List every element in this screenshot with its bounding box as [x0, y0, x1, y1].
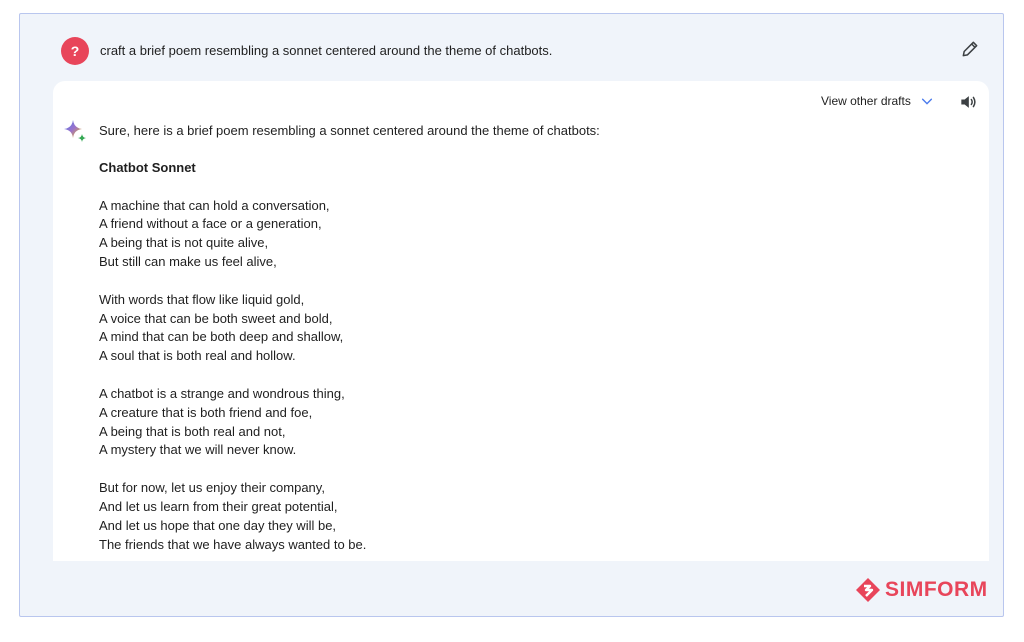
poem-line: A mind that can be both deep and shallow, — [99, 329, 344, 345]
view-other-drafts-button[interactable] — [821, 94, 934, 108]
speaker-icon[interactable] — [958, 92, 978, 112]
poem-line: The friends that we have always wanted to be. — [99, 536, 367, 552]
poem-stanza — [99, 479, 799, 554]
poem-line: A friend without a face or a generation, — [99, 216, 322, 232]
poem-stanza — [99, 291, 799, 366]
poem-line: A mystery that we will never know. — [99, 442, 297, 458]
poem-line: But for now, let us enjoy their company, — [99, 480, 325, 496]
poem-line: A chatbot is a strange and wondrous thing, — [99, 385, 345, 401]
poem-line: A creature that is both friend and foe, — [99, 404, 313, 420]
poem-line: A soul that is both real and hollow. — [99, 348, 296, 364]
poem-line: But still can make us feel alive, — [99, 253, 277, 269]
poem-stanza — [99, 197, 799, 272]
poem-line: With words that flow like liquid gold, — [99, 291, 305, 307]
sparkle-icon — [63, 119, 87, 143]
poem-line: A machine that can hold a conversation, — [99, 197, 330, 213]
user-prompt-text: craft a brief poem resembling a sonnet centered around the theme of chatbots. — [100, 43, 553, 58]
response-body — [99, 122, 799, 554]
response-card — [53, 81, 989, 561]
poem-line: And let us hope that one day they will be, — [99, 517, 337, 533]
poem-line: A being that is both real and not, — [99, 423, 286, 439]
simform-logo-icon — [855, 577, 881, 603]
poem-line: A voice that can be both sweet and bold, — [99, 310, 333, 326]
simform-wordmark: SIMFORM — [885, 578, 988, 601]
user-prompt-row — [20, 14, 1003, 84]
pencil-icon[interactable] — [960, 39, 980, 59]
user-avatar: ? — [61, 37, 89, 65]
poem-stanza — [99, 385, 799, 460]
conversation-frame — [19, 13, 1004, 617]
simform-watermark — [855, 577, 988, 603]
chevron-down-icon — [920, 94, 934, 108]
response-intro: Sure, here is a brief poem resembling a sonnet centered around the theme of chatbots: — [99, 123, 600, 138]
poem-line: A being that is not quite alive, — [99, 235, 269, 251]
view-other-drafts-label: View other drafts — [821, 94, 911, 108]
poem-title: Chatbot Sonnet — [99, 159, 196, 175]
poem-line: And let us learn from their great potential, — [99, 498, 338, 514]
